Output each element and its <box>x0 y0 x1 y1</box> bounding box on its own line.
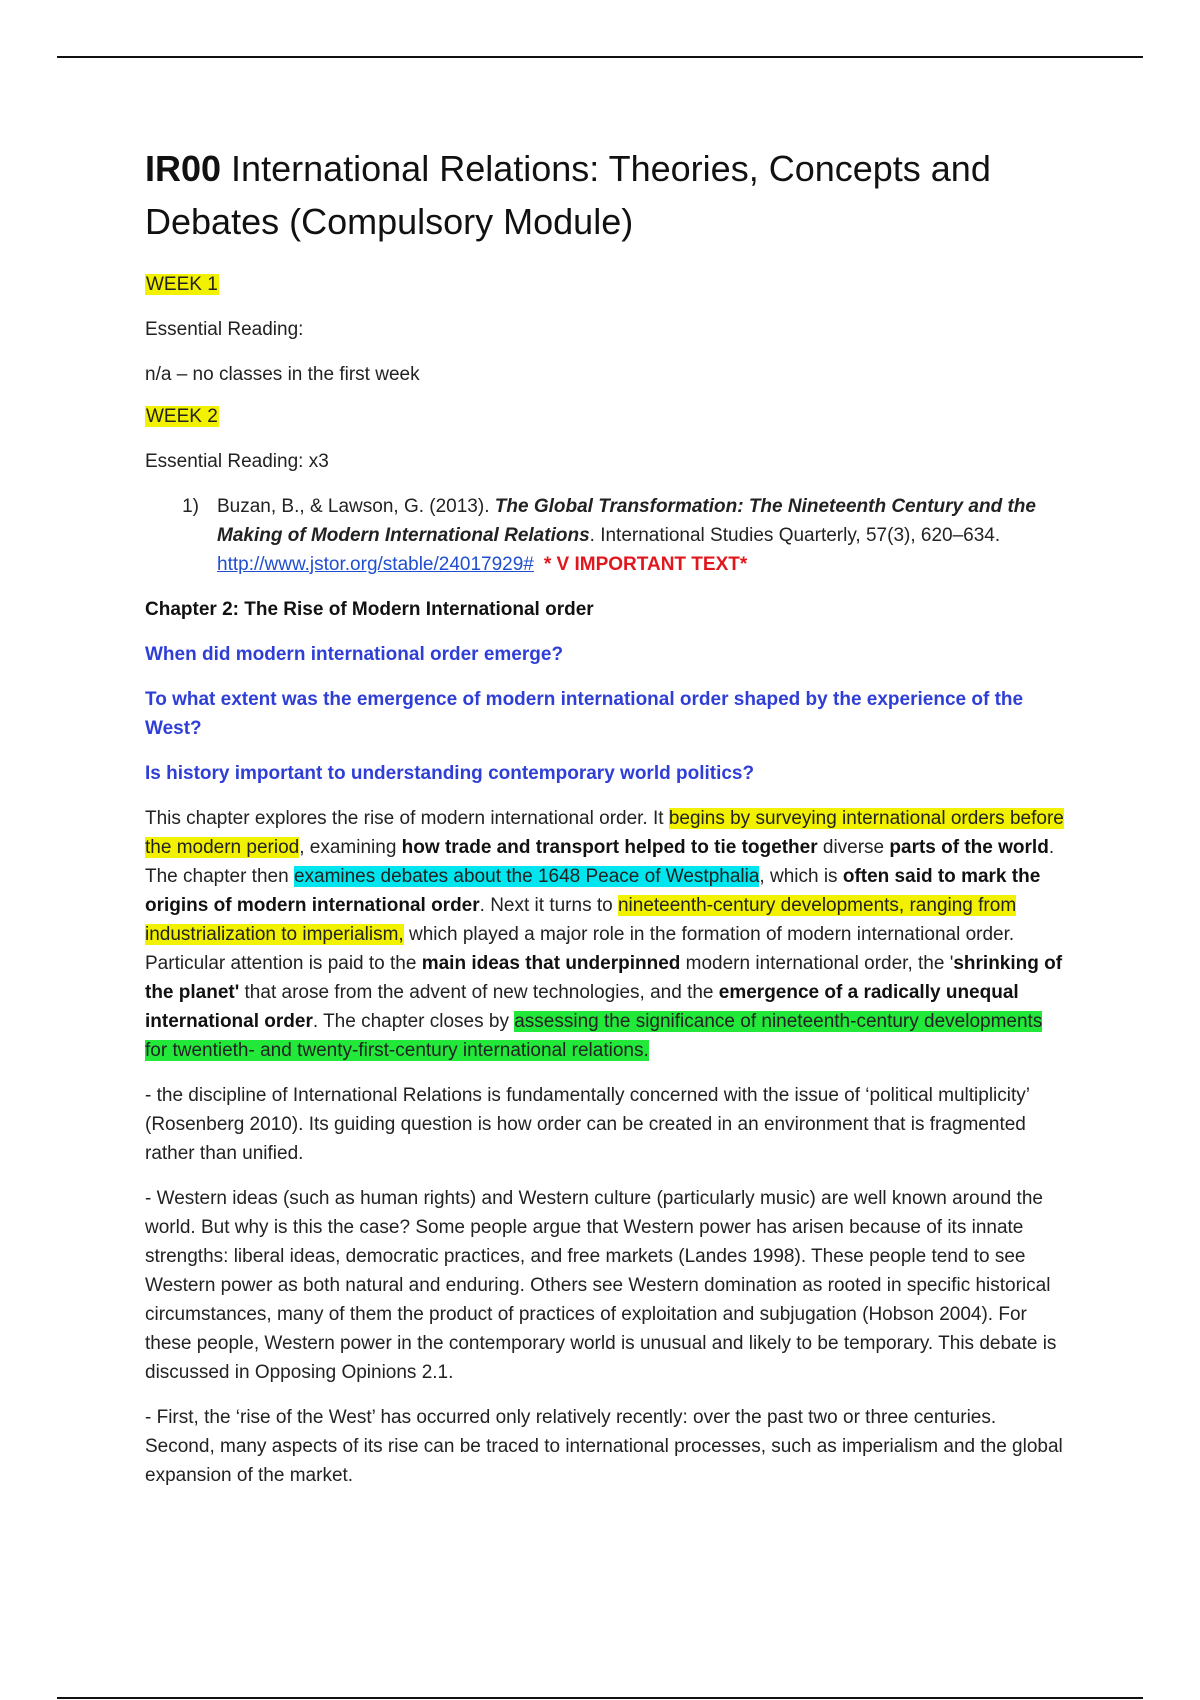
week-2-heading: WEEK 2 <box>146 406 218 427</box>
top-rule <box>57 56 1143 58</box>
week-1-note: n/a – no classes in the first week <box>145 364 420 385</box>
reference-item <box>145 492 1065 579</box>
bottom-rule <box>57 1697 1143 1699</box>
question-1: When did modern international order emerge? <box>145 644 564 665</box>
note-paragraph-2: - Western ideas (such as human rights) and Western culture (particularly music) are well known around the world. But why is this the case? Some people argue that Western power has arisen because of its innate strengths: liberal ideas, democratic practices, and free markets (Landes 1998). These people tend to see Western power as both natural and enduring. Others see Western domination as rooted in specific historical circumstances, many of them the product of practices of exploitation and subjugation (Hobson 2004). For these people, Western power in the contemporary world is unusual and likely to be temporary. This debate is discussed in Opposing Opinions 2.1. <box>145 1188 1057 1383</box>
week-1-heading: WEEK 1 <box>146 274 218 295</box>
module-code: IR00 <box>145 148 222 189</box>
reference-number: 1) <box>182 496 199 517</box>
question-3: Is history important to understanding contemporary world politics? <box>145 763 755 784</box>
reference-citation: Buzan, B., & Lawson, G. (2013). The Global Transformation: The Nineteenth Century and the Making of Modern International Relations. International Studies Quarterly, 57(3), 620–634. http://www.jstor.org/stable/24017929# * V IMPORTANT TEXT* <box>217 496 1036 575</box>
page-title <box>145 142 1065 248</box>
document-page <box>145 142 1065 1490</box>
note-paragraph-3: - First, the ‘rise of the West’ has occurred only relatively recently: over the past two or three centuries. Second, many aspects of its rise can be traced to international processes, such as imperialism and the global expansion of the market. <box>145 1407 1063 1486</box>
important-flag: * V IMPORTANT TEXT* <box>543 554 748 575</box>
question-2: To what extent was the emergence of modern international order shaped by the experience of the West? <box>145 689 1024 739</box>
reference-title: The Global Transformation: The Nineteenth Century and the Making of Modern International Relations <box>217 496 1036 546</box>
reference-link[interactable]: http://www.jstor.org/stable/24017929# <box>217 554 534 575</box>
chapter-heading: Chapter 2: The Rise of Modern International order <box>145 599 594 620</box>
week-2-essential-label: Essential Reading: x3 <box>145 451 329 472</box>
chapter-summary: This chapter explores the rise of modern international order. It begins by surveying international orders before the modern period, examining how trade and transport helped to tie together diverse parts of the world. The chapter then examines debates about the 1648 Peace of Westphalia, which is often said to mark the origins of modern international order. Next it turns to nineteenth-century developments, ranging from industrialization to imperialism, which played a major role in the formation of modern international order. Particular attention is paid to the main ideas that underpinned modern international order, the 'shrinking of the planet' that arose from the advent of new technologies, and the emergence of a radically unequal international order. The chapter closes by assessing the significance of nineteenth-century developments for twentieth- and twenty-first-century international relations. <box>145 808 1064 1061</box>
note-paragraph-1: - the discipline of International Relations is fundamentally concerned with the issue of ‘political multiplicity’ (Rosenberg 2010). Its guiding question is how order can be created in an environment that is fragmented rather than unified. <box>145 1085 1030 1164</box>
module-title: International Relations: Theories, Concepts and Debates (Compulsory Module) <box>145 148 991 242</box>
week-1-essential-label: Essential Reading: <box>145 319 304 340</box>
